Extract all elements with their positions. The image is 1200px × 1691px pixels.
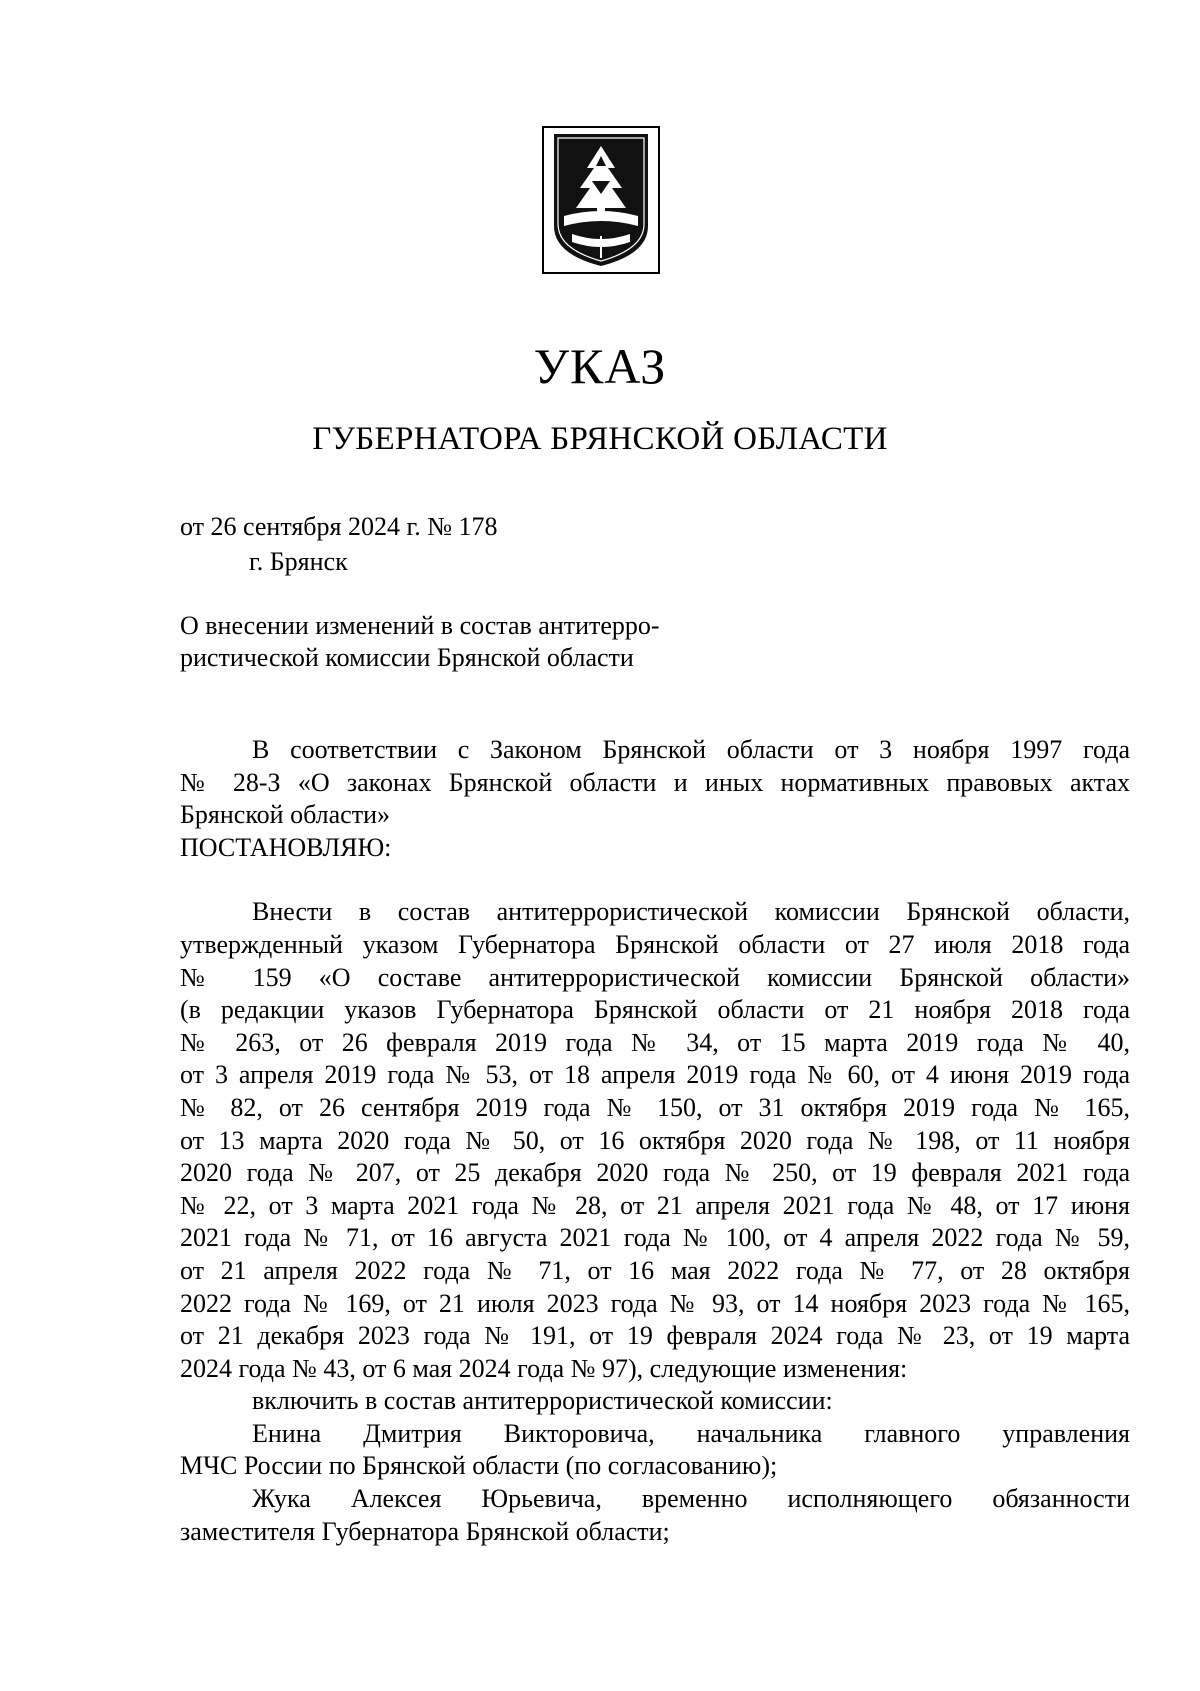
text-line: В соответствии с Законом Брянской области от 3 ноября 1997 года <box>252 735 1130 764</box>
decree-word: ПОСТАНОВЛЯЮ: <box>180 832 392 862</box>
document-title: УКАЗ <box>533 338 667 394</box>
member-line: Жука Алексея Юрьевича, временно исполняющего обязанности <box>252 1484 1130 1514</box>
text-line: Брянской области» <box>180 800 390 830</box>
text-line: от 13 марта 2020 года № 50, от 16 октября 2020 года № 198, от 11 ноября <box>180 1125 1130 1155</box>
document-subtitle: ГУБЕРНАТОРА БРЯНСКОЙ ОБЛАСТИ <box>312 421 888 457</box>
text-line: Внести в состав антитеррористической комиссии Брянской области, <box>252 897 1130 927</box>
text-line: от 21 апреля 2022 года № 71, от 16 мая 2022 года № 77, от 28 октября <box>180 1255 1130 1285</box>
member-item <box>180 1418 1130 1483</box>
city: г. Брянск <box>249 547 348 576</box>
date-and-number: от 26 сентября 2024 г. № 178 <box>180 512 498 541</box>
text-line: (в редакции указов Губернатора Брянской области от 21 ноября 2018 года <box>180 995 1130 1025</box>
subject-line: ристической комиссии Брянской области <box>180 643 634 672</box>
text-line: № 28-З «О законах Брянской области и иных нормативных правовых актах <box>180 767 1130 797</box>
text-line: от 3 апреля 2019 года № 53, от 18 апреля 2019 года № 60, от 4 июня 2019 года <box>180 1060 1130 1090</box>
main-paragraph <box>180 896 1130 1385</box>
member-line: заместителя Губернатора Брянской области; <box>180 1516 670 1546</box>
text-line: № 22, от 3 марта 2021 года № 28, от 21 апреля 2021 года № 48, от 17 июня <box>180 1190 1130 1220</box>
text-line: от 21 декабря 2023 года № 191, от 19 февраля 2024 года № 23, от 19 марта <box>180 1321 1130 1351</box>
member-item <box>180 1483 1130 1548</box>
document-body <box>180 734 1130 1548</box>
include-heading: включить в состав антитеррористической комиссии: <box>252 1386 833 1416</box>
text-line: утвержденный указом Губернатора Брянской области от 27 июля 2018 года <box>180 929 1130 959</box>
text-line: 2020 года № 207, от 25 декабря 2020 года № 250, от 19 февраля 2021 года <box>180 1158 1130 1188</box>
text-line: 2024 года № 43, от 6 мая 2024 года № 97), следующие изменения: <box>180 1353 908 1383</box>
member-line: Енина Дмитрия Викторовича, начальника главного управления <box>252 1418 1130 1448</box>
text-line: 2021 года № 71, от 16 августа 2021 года № 100, от 4 апреля 2022 года № 59, <box>180 1223 1130 1253</box>
text-line: № 263, от 26 февраля 2019 года № 34, от 15 марта 2019 года № 40, <box>180 1027 1130 1057</box>
document-subject <box>180 610 660 674</box>
member-line: МЧС России по Брянской области (по согласованию); <box>180 1451 778 1481</box>
subject-line: О внесении изменений в состав антитерро- <box>180 611 660 640</box>
preamble <box>180 734 1130 864</box>
text-line: 2022 года № 169, от 21 июля 2023 года № 93, от 14 ноября 2023 года № 165, <box>180 1288 1130 1318</box>
text-line: № 82, от 26 сентября 2019 года № 150, от 31 октября 2019 года № 165, <box>180 1092 1130 1122</box>
bryansk-coat-of-arms-icon <box>542 126 660 274</box>
text-line: № 159 «О составе антитеррористической комиссии Брянской области» <box>180 962 1130 992</box>
